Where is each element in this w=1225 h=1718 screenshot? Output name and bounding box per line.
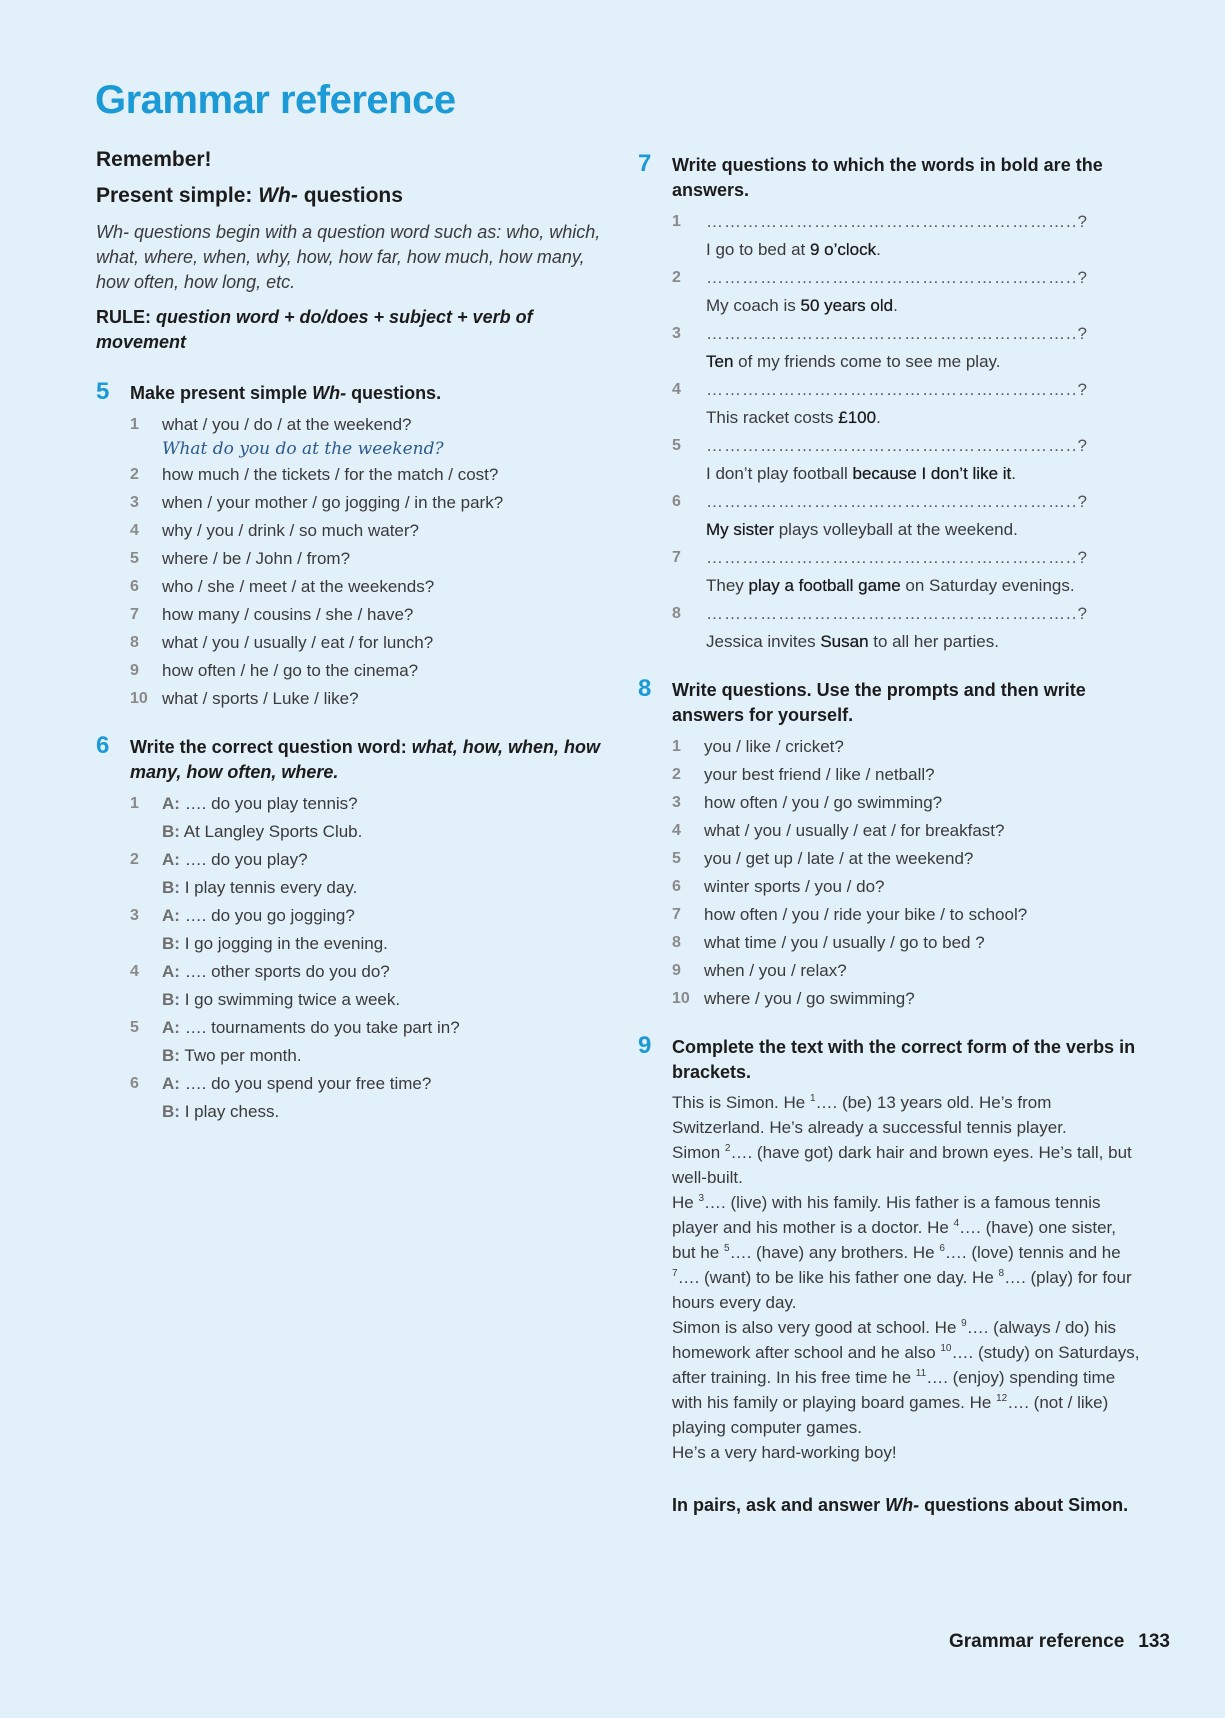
list-item [130, 601, 606, 629]
list-item [672, 901, 1143, 929]
item-number: 4 [672, 381, 681, 398]
item-text: what / you / usually / eat / for breakfast? [704, 821, 1005, 840]
text-segment: …. (want) to be like his father one day. He [677, 1268, 999, 1287]
text-segment: …. (have got) dark hair and brown eyes. He’s tall, but well-built. [672, 1143, 1132, 1187]
heading-tail: questions. [346, 383, 442, 403]
item-number: 5 [130, 1019, 139, 1036]
speaker-a-label: A: [162, 1074, 180, 1093]
gap-number: 7 [672, 1268, 678, 1279]
text-segment: …. (play) for four hours every day. [672, 1268, 1132, 1312]
speaker-a-text: …. tournaments do you take part in? [184, 1018, 460, 1037]
item-number: 2 [672, 269, 681, 286]
item-statement [706, 516, 1143, 544]
answer-line: ……………………………………………………..? [706, 268, 1088, 287]
speaker-a-label: A: [162, 794, 180, 813]
rule-intro [96, 220, 606, 295]
exercise-heading: Complete the text with the correct form of the verbs in brackets. [672, 1037, 1136, 1082]
speaker-b-text: Two per month. [184, 1046, 302, 1065]
heading-wh: Wh- [312, 383, 347, 403]
item-number: 2 [130, 851, 139, 868]
footer-label: Grammar reference [948, 1631, 1125, 1652]
list-item [672, 432, 1143, 488]
item-statement [706, 348, 1143, 376]
text-segment: He’s a very hard-working boy! [672, 1443, 897, 1462]
text-segment: …. (be) 13 years old. He’s from Switzerland. He’s already a successful tennis player. [672, 1093, 1067, 1137]
item-number: 7 [672, 906, 681, 923]
speaker-a-text: …. do you go jogging? [184, 906, 355, 925]
statement-tail: . [1011, 464, 1016, 483]
present-heading-text: Present simple: [96, 184, 259, 207]
item-statement [706, 628, 1143, 656]
exercise-number: 5 [96, 378, 110, 405]
item-number: 6 [672, 878, 681, 895]
text-segment: This is Simon. He [672, 1093, 810, 1112]
list-item [672, 845, 1143, 873]
item-text: where / be / John / from? [162, 549, 351, 568]
exercise-number: 8 [638, 675, 652, 702]
item-number: 1 [672, 213, 681, 230]
statement-tail: . [876, 408, 881, 427]
item-number: 2 [130, 466, 139, 483]
item-number: 6 [672, 493, 681, 510]
bold-answer: 50 years old [800, 296, 894, 315]
list-item [130, 545, 606, 573]
dialog-item [130, 1014, 606, 1070]
answer-line: ……………………………………………………..? [706, 324, 1088, 343]
list-item [672, 957, 1143, 985]
item-text: when / your mother / go jogging / in the park? [162, 493, 504, 512]
text-segment: …. (have) one sister, but he [672, 1218, 1116, 1262]
answer-line: ……………………………………………………..? [706, 212, 1088, 231]
item-number: 8 [130, 634, 139, 651]
speaker-b-text: I play chess. [184, 1102, 280, 1121]
speaker-a-text: …. other sports do you do? [184, 962, 390, 981]
gap-number: 1 [809, 1093, 816, 1104]
item-number: 7 [130, 606, 139, 623]
list-item [130, 461, 606, 489]
item-text: winter sports / you / do? [704, 877, 885, 896]
item-number: 2 [672, 766, 681, 783]
rule-text: question word + do/does + subject + verb of movement [96, 307, 533, 352]
statement-tail: plays volleyball at the weekend. [774, 520, 1018, 539]
exercise-heading: Write questions. Use the prompts and then write answers for yourself. [672, 680, 1086, 725]
gap-number: 12 [996, 1393, 1008, 1404]
list-item [130, 685, 606, 713]
dialog-item [130, 790, 606, 846]
item-text: you / get up / late / at the weekend? [704, 849, 974, 868]
text-segment: …. (live) with his family. His father is a famous tennis player and his mother is a doctor. He [672, 1193, 1101, 1237]
rule-box [96, 305, 606, 355]
rule-intro-wh: Wh- [96, 222, 129, 242]
item-text: what / you / do / at the weekend? [162, 415, 412, 434]
item-number: 5 [672, 850, 681, 867]
exercise-number: 7 [638, 150, 652, 177]
item-number: 10 [130, 690, 148, 707]
remember-heading: Remember! [96, 148, 212, 171]
gap-number: 4 [953, 1218, 960, 1229]
text-segment: …. (have) any brothers. He [729, 1243, 940, 1262]
statement-tail: of my friends come to see me play. [733, 352, 1001, 371]
bold-answer: Ten [706, 352, 734, 371]
item-number: 8 [672, 605, 681, 622]
exercise-number: 6 [96, 732, 110, 759]
statement-text: This racket costs [706, 408, 839, 427]
text-segment: Simon is also very good at school. He [672, 1318, 962, 1337]
item-statement [706, 572, 1143, 600]
bold-answer: Susan [820, 632, 869, 651]
present-heading-wh: Wh- [258, 184, 298, 207]
exercise-5-list [130, 411, 606, 713]
text-segment: He [672, 1193, 699, 1212]
item-text: how often / he / go to the cinema? [162, 661, 419, 680]
rule-intro-text: questions begin with a question word such as: who, which, what, where, when, why, how, how far, how much, how many, how often, how long, etc. [96, 222, 601, 292]
item-number: 6 [130, 578, 139, 595]
answer-line: ……………………………………………………..? [706, 436, 1088, 455]
item-text: who / she / meet / at the weekends? [162, 577, 435, 596]
pairs-tail: questions about Simon. [919, 1495, 1129, 1515]
statement-tail: . [893, 296, 898, 315]
present-heading-tail: questions [297, 184, 403, 207]
item-number: 6 [130, 1075, 139, 1092]
answer-line: ……………………………………………………..? [706, 604, 1088, 623]
exercise-number: 9 [638, 1032, 652, 1059]
item-text: what / sports / Luke / like? [162, 689, 359, 708]
list-item [130, 517, 606, 545]
page-title: Grammar reference [95, 78, 456, 122]
text-segment: Simon [672, 1143, 725, 1162]
item-number: 1 [130, 416, 139, 433]
item-number: 4 [130, 522, 139, 539]
speaker-a-label: A: [162, 1018, 180, 1037]
exercise-5 [96, 378, 606, 713]
item-statement [706, 292, 1143, 320]
dialog-item [130, 846, 606, 902]
text-segment: …. (not / like) playing computer games. [672, 1393, 1109, 1437]
right-column [638, 150, 1143, 1540]
item-number: 3 [130, 907, 139, 924]
item-text: you / like / cricket? [704, 737, 844, 756]
list-item [130, 573, 606, 601]
item-text: where / you / go swimming? [704, 989, 915, 1008]
list-item [672, 929, 1143, 957]
item-text: when / you / relax? [704, 961, 847, 980]
item-text: why / you / drink / so much water? [162, 521, 419, 540]
gap-number: 3 [698, 1193, 705, 1204]
item-text: what time / you / usually / go to bed ? [704, 933, 985, 952]
speaker-b-label: B: [162, 990, 180, 1009]
bold-answer: £100 [838, 408, 877, 427]
list-item [672, 817, 1143, 845]
exercise-heading [130, 381, 606, 406]
left-column [96, 148, 606, 1148]
example-answer: What do you do at the weekend? [162, 439, 444, 459]
item-statement [706, 460, 1143, 488]
speaker-b-label: B: [162, 1102, 180, 1121]
list-item [672, 320, 1143, 376]
item-number: 5 [672, 437, 681, 454]
speaker-b-text: I go swimming twice a week. [184, 990, 401, 1009]
exercise-6 [96, 732, 606, 1126]
statement-tail: to all her parties. [868, 632, 999, 651]
heading-text: Write the correct question word: [130, 737, 412, 757]
list-item [672, 264, 1143, 320]
exercise-8 [638, 675, 1143, 1013]
item-number: 7 [672, 549, 681, 566]
list-item [130, 629, 606, 657]
speaker-b-label: B: [162, 878, 180, 897]
item-number: 10 [672, 990, 690, 1007]
dialog-item [130, 1070, 606, 1126]
list-item [672, 376, 1143, 432]
gap-number: 5 [724, 1243, 730, 1254]
gap-number: 10 [940, 1343, 952, 1354]
speaker-a-text: …. do you play? [184, 850, 308, 869]
gap-number: 6 [939, 1243, 945, 1254]
list-item [130, 411, 606, 461]
heading-text: Make present simple [130, 383, 313, 403]
pairs-wh: Wh- [885, 1495, 920, 1515]
text-segment: …. (enjoy) spending time with his family or playing board games. He [672, 1368, 1116, 1412]
list-item [672, 208, 1143, 264]
gap-number: 8 [998, 1268, 1005, 1279]
bold-answer: 9 o’clock [809, 240, 877, 259]
bold-answer: because I don’t like it [852, 464, 1012, 483]
item-statement [706, 404, 1143, 432]
bold-answer: play a football game [748, 576, 901, 595]
item-number: 1 [130, 795, 139, 812]
pair-work-instruction [672, 1493, 1143, 1518]
statement-text: I don’t play football [706, 464, 853, 483]
item-number: 9 [130, 662, 139, 679]
exercise-7-list [672, 208, 1143, 656]
text-segment: …. (love) tennis and he [944, 1243, 1121, 1262]
gap-number: 11 [915, 1368, 927, 1379]
exercise-9 [638, 1032, 1143, 1518]
item-number: 3 [672, 794, 681, 811]
item-text: what / you / usually / eat / for lunch? [162, 633, 434, 652]
list-item [672, 873, 1143, 901]
statement-text: Jessica invites [706, 632, 821, 651]
speaker-a-label: A: [162, 962, 180, 981]
pairs-text: In pairs, ask and answer [672, 1495, 886, 1515]
list-item [672, 600, 1143, 656]
exercise-heading [130, 735, 606, 785]
statement-text: I go to bed at [706, 240, 810, 259]
gap-number: 9 [961, 1318, 967, 1329]
item-text: how much / the tickets / for the match / cost? [162, 465, 499, 484]
item-text: how many / cousins / she / have? [162, 605, 414, 624]
heading-words: what, how, when, how many, how often, where. [130, 737, 601, 782]
rule-label: RULE: [96, 307, 156, 327]
speaker-b-text: At Langley Sports Club. [183, 822, 363, 841]
item-statement [706, 236, 1143, 264]
list-item [672, 488, 1143, 544]
statement-text: They [706, 576, 749, 595]
page-number: 133 [1138, 1631, 1170, 1652]
exercise-heading: Write questions to which the words in bold are the answers. [672, 155, 1103, 200]
statement-tail: on Saturday evenings. [900, 576, 1075, 595]
page-footer [949, 1631, 1170, 1653]
item-number: 1 [672, 738, 681, 755]
exercise-8-list [672, 733, 1143, 1013]
item-number: 4 [672, 822, 681, 839]
gap-number: 2 [724, 1143, 731, 1154]
exercise-6-list [130, 790, 606, 1126]
speaker-a-text: …. do you spend your free time? [184, 1074, 432, 1093]
item-text: how often / you / go swimming? [704, 793, 943, 812]
text-segment: …. (always / do) his homework after school and he also [672, 1318, 1116, 1362]
answer-line: ……………………………………………………..? [706, 492, 1088, 511]
speaker-b-text: I go jogging in the evening. [184, 934, 388, 953]
item-number: 5 [130, 550, 139, 567]
speaker-b-text: I play tennis every day. [184, 878, 358, 897]
item-number: 3 [672, 325, 681, 342]
list-item [672, 985, 1143, 1013]
item-text: your best friend / like / netball? [704, 765, 935, 784]
dialog-item [130, 958, 606, 1014]
list-item [672, 761, 1143, 789]
answer-line: ……………………………………………………..? [706, 380, 1088, 399]
statement-text: My coach is [706, 296, 801, 315]
gap-fill-text [672, 1090, 1143, 1465]
speaker-b-label: B: [162, 934, 180, 953]
list-item [130, 489, 606, 517]
exercise-7 [638, 150, 1143, 656]
speaker-b-label: B: [162, 822, 180, 841]
item-number: 4 [130, 963, 139, 980]
list-item [672, 544, 1143, 600]
item-text: how often / you / ride your bike / to school? [704, 905, 1028, 924]
answer-line: ……………………………………………………..? [706, 548, 1088, 567]
item-number: 8 [672, 934, 681, 951]
present-simple-heading [96, 184, 606, 208]
item-number: 3 [130, 494, 139, 511]
bold-answer: My sister [706, 520, 774, 539]
list-item [130, 657, 606, 685]
statement-tail: . [876, 240, 881, 259]
text-segment: …. (study) on Saturdays, after training. In his free time he [672, 1343, 1140, 1387]
speaker-a-label: A: [162, 906, 180, 925]
list-item [672, 789, 1143, 817]
dialog-item [130, 902, 606, 958]
list-item [672, 733, 1143, 761]
item-number: 9 [672, 962, 681, 979]
speaker-a-text: …. do you play tennis? [184, 794, 358, 813]
speaker-b-label: B: [162, 1046, 180, 1065]
speaker-a-label: A: [162, 850, 180, 869]
